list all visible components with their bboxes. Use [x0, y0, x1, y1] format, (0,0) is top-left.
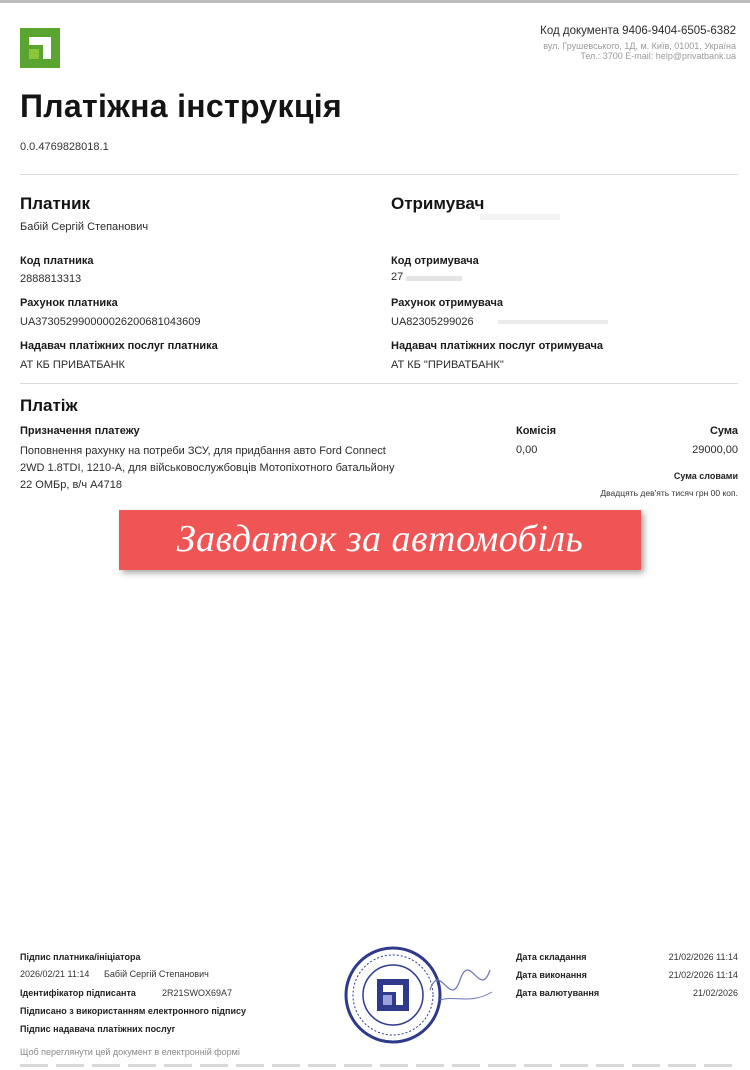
payment-purpose: Поповнення рахунку на потреби ЗСУ, для придбання авто Ford Connect 2WD 1.8TDI, 1210-А, для військовослужбовців Мотопіхотного батальйону 22 ОМБр, в/ч А4718	[20, 445, 395, 491]
recipient-code: 27	[391, 271, 404, 283]
value-date-value: 21/02/2026	[692, 988, 738, 998]
payer-name: Бабій Сергій Степанович	[20, 221, 149, 233]
redacted-area	[406, 276, 462, 281]
payer-provider: АТ КБ ПРИВАТБАНК	[20, 359, 125, 371]
date-created-label: Дата складання	[516, 952, 587, 962]
e-signature-note: Підписано з використанням електронного підпису	[20, 1006, 247, 1016]
signer-id-label: Ідентифікатор підписанта	[20, 988, 136, 998]
bank-contact: Тел.: 3700 E-mail: help@privatbank.ua	[580, 51, 736, 61]
value-date-label: Дата валютування	[516, 988, 600, 998]
date-created-value: 21/02/2026 11:14	[668, 952, 738, 962]
amount-words: Двадцять дев'ять тисяч грн 00 коп.	[600, 488, 738, 498]
payer-provider-label: Надавач платіжних послуг платника	[20, 340, 218, 352]
cut-off-text-line	[20, 1064, 738, 1067]
payer-code-label: Код платника	[20, 255, 94, 267]
deposit-banner	[119, 510, 641, 570]
signature-label: Підпис платника/ініціатора	[20, 952, 141, 962]
amount-value: 29000,00	[692, 444, 738, 456]
signature-name: Бабій Сергій Степанович	[104, 969, 209, 979]
commission-label: Комісія	[516, 425, 557, 437]
deposit-banner-text: Завдаток за автомобіль	[176, 518, 584, 560]
payer-heading: Платник	[20, 194, 91, 213]
view-electronic-note: Щоб переглянути цей документ в електронній формі	[20, 1047, 240, 1057]
payer-code: 2888813313	[20, 273, 82, 285]
recipient-provider-label: Надавач платіжних послуг отримувача	[391, 340, 603, 352]
bank-address: вул. Грушевського, 1Д, м. Київ, 01001, Україна	[543, 41, 736, 51]
recipient-account: UA82305299026	[391, 316, 474, 328]
payer-account-label: Рахунок платника	[20, 297, 118, 309]
signer-id: 2R21SWOX69A7	[162, 988, 233, 998]
recipient-provider: АТ КБ "ПРИВАТБАНК"	[391, 359, 504, 371]
recipient-account-label: Рахунок отримувача	[391, 297, 503, 309]
divider	[20, 174, 738, 175]
redacted-area	[498, 320, 608, 324]
top-border	[0, 0, 750, 3]
privatbank-logo-icon	[20, 28, 60, 68]
purpose-label: Призначення платежу	[20, 425, 140, 437]
handwritten-signature-icon	[420, 950, 500, 1020]
amount-label: Сума	[709, 425, 738, 437]
date-executed-value: 21/02/2026 11:14	[668, 970, 738, 980]
provider-signature-label: Підпис надавача платіжних послуг	[20, 1024, 176, 1034]
document-code: Код документа 9406-9404-6505-6382	[540, 25, 736, 37]
page-title: Платіжна інструкція	[20, 88, 342, 124]
date-executed-label: Дата виконання	[516, 970, 587, 980]
redacted-area	[480, 214, 560, 220]
commission-value: 0,00	[516, 444, 538, 456]
amount-words-label: Сума словами	[673, 471, 738, 481]
recipient-heading: Отримувач	[391, 194, 485, 213]
recipient-code-label: Код отримувача	[391, 255, 479, 267]
divider	[20, 383, 738, 384]
signature-datetime: 2026/02/21 11:14	[20, 969, 90, 979]
payer-account: UA373052990000026200681043609	[20, 316, 201, 328]
payment-heading: Платіж	[20, 396, 78, 415]
document-number: 0.0.4769828018.1	[20, 141, 109, 153]
